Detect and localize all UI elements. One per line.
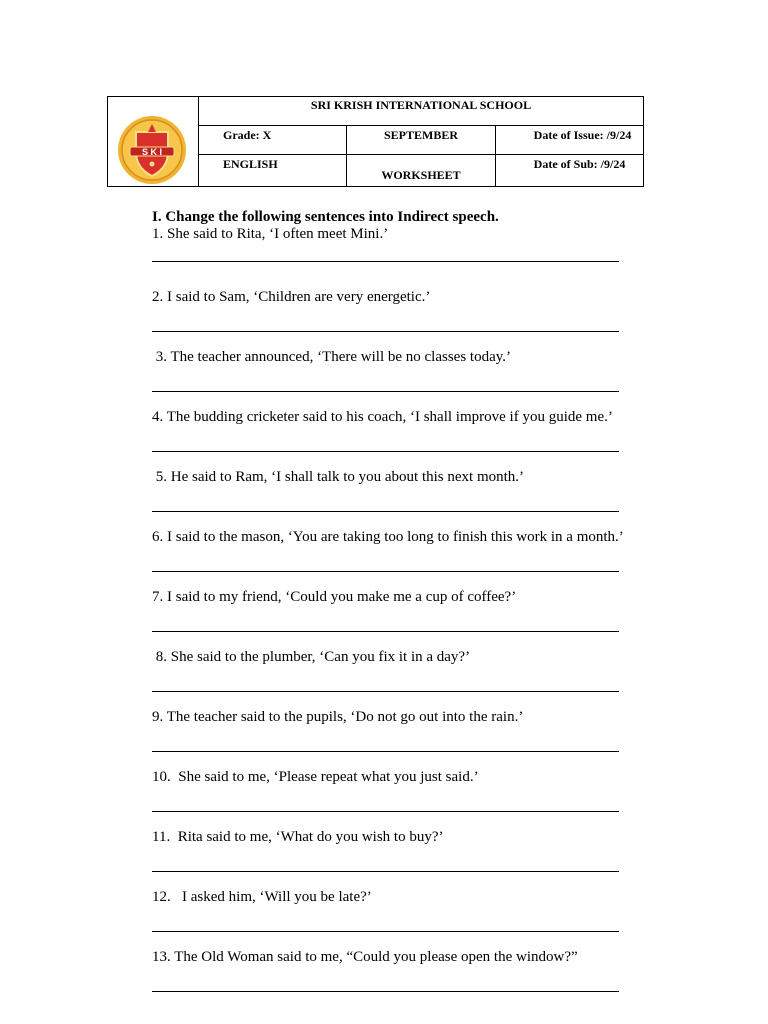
question-item [152,526,632,586]
answer-line[interactable] [152,391,619,392]
section-title: I. Change the following sentences into Indirect speech. [152,209,499,225]
question-item [152,226,632,286]
answer-line[interactable] [152,571,619,572]
answer-line[interactable] [152,331,619,332]
date-of-sub-cell: Date of Sub: /9/24 [495,155,643,187]
question-item [152,886,632,946]
answer-line[interactable] [152,871,619,872]
question-text: 5. He said to Ram, ‘I shall talk to you about this next month.’ [152,469,525,485]
worksheet-content [152,208,632,1006]
question-item [152,766,632,826]
question-text: 4. The budding cricketer said to his coach, ‘I shall improve if you guide me.’ [152,409,613,425]
question-list [152,226,632,1006]
question-text: 12. I asked him, ‘Will you be late?’ [152,889,372,905]
question-item [152,826,632,886]
answer-line[interactable] [152,451,619,452]
date-of-issue-cell: Date of Issue: /9/24 [495,126,643,155]
question-text: 11. Rita said to me, ‘What do you wish to buy?’ [152,829,444,845]
answer-line[interactable] [152,811,619,812]
month-cell: SEPTEMBER [347,126,495,155]
school-logo [116,114,188,186]
question-item [152,406,632,466]
question-text: 7. I said to my friend, ‘Could you make me a cup of coffee?’ [152,589,517,605]
answer-line[interactable] [152,991,619,992]
worksheet-cell: WORKSHEET [347,155,495,187]
answer-line[interactable] [152,631,619,632]
question-item [152,586,632,646]
header-table [107,96,644,187]
answer-line[interactable] [152,931,619,932]
question-item [152,646,632,706]
question-text: 13. The Old Woman said to me, “Could you please open the window?” [152,949,578,965]
question-text: 6. I said to the mason, ‘You are taking too long to finish this work in a month.’ [152,529,624,545]
question-item [152,286,632,346]
question-item [152,346,632,406]
question-text: 10. She said to me, ‘Please repeat what you just said.’ [152,769,479,785]
question-text: 2. I said to Sam, ‘Children are very energetic.’ [152,289,431,305]
question-text: 3. The teacher announced, ‘There will be no classes today.’ [152,349,512,365]
answer-line[interactable] [152,751,619,752]
question-item [152,466,632,526]
question-text: 1. She said to Rita, ‘I often meet Mini.’ [152,226,389,242]
grade-cell: Grade: X [199,126,347,155]
logo-cell [108,97,199,187]
question-text: 9. The teacher said to the pupils, ‘Do not go out into the rain.’ [152,709,524,725]
answer-line[interactable] [152,261,619,262]
answer-line[interactable] [152,691,619,692]
question-text: 8. She said to the plumber, ‘Can you fix it in a day?’ [152,649,471,665]
answer-line[interactable] [152,511,619,512]
question-item [152,706,632,766]
logo-text: S K I [141,147,163,157]
school-name: SRI KRISH INTERNATIONAL SCHOOL [199,97,644,126]
question-item [152,946,632,1006]
subject-cell: ENGLISH [199,155,347,187]
